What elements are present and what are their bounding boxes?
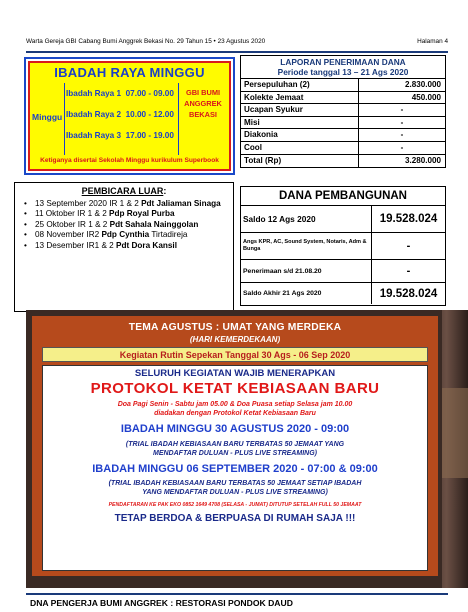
ibadah-minggu-2-note-1: (TRIAL IBADAH KEBIASAAN BARU TERBATAS 50 JEMAAT SETIAP IBADAH: [108, 480, 362, 487]
ibadah-raya-box: [24, 57, 235, 175]
page-header: [26, 38, 448, 50]
kegiatan-strip: Kegiatan Rutin Sepekan Tanggal 30 Ags - 06 Sep 2020: [42, 347, 428, 362]
pembicara-title: PEMBICARA LUAR:: [81, 186, 167, 196]
tema-title: TEMA AGUSTUS : UMAT YANG MERDEKA: [128, 322, 342, 333]
table-row: Persepuluhan (2) 2.830.000: [241, 79, 445, 92]
background-decoration-accent: [440, 388, 468, 478]
tema-subtitle: (HARI KEMERDEKAAN): [189, 335, 281, 344]
doa-line-2: diadakan dengan Protokol Ketat Kebiasaan Baru: [154, 410, 316, 417]
table-row: Angs KPR, AC, Sound System, Notaris, Adm & Bunga -: [241, 233, 445, 260]
pembicara-list: [23, 199, 231, 251]
ibadah-divider-left: [64, 83, 65, 155]
ibadah-row-3: Ibadah Raya 3 17.00 - 19.00: [66, 131, 174, 140]
tema-frame: [26, 310, 442, 588]
ibadah-minggu-1: IBADAH MINGGU 30 AGUSTUS 2020 - 09:00: [120, 423, 350, 435]
table-row: Saldo Akhir 21 Ags 2020 19.528.024: [241, 283, 445, 304]
footer-divider: [26, 593, 448, 595]
tema-banner: [32, 316, 438, 576]
list-item: • 13 September 2020 IR 1 & 2 Pdt Jaliaman Sinaga: [23, 199, 231, 209]
pendaftaran-text: PENDAFTARAN KE PAK EKO 0852 1649 4708 (SELASA - JUMAT) DITUTUP SETELAH FULL 50 JEMAAT: [108, 502, 362, 508]
ibadah-schedule: [66, 83, 176, 146]
dana-pembangunan-table: [240, 186, 446, 306]
wajib-text: SELURUH KEGIATAN WAJIB MENERAPKAN: [134, 368, 336, 379]
dana-title: DANA PEMBANGUNAN: [241, 187, 445, 206]
ibadah-minggu-1-note-1: (TRIAL IBADAH KEBIASAAN BARU TERBATAS 50 JEMAAT YANG: [125, 441, 345, 448]
ibadah-row-2: Ibadah Raya 2 10.00 - 12.00: [66, 110, 174, 119]
ibadah-minggu-2-note-2: YANG MENDAFTAR DULUAN - PLUS LIVE STREAMING): [142, 489, 328, 496]
header-divider: [26, 51, 448, 53]
table-row: Saldo 12 Ags 2020 19.528.024: [241, 206, 445, 233]
pembicara-luar-box: [14, 182, 234, 312]
table-row: Cool -: [241, 142, 445, 155]
list-item: • 13 Desember IR1 & 2 Pdt Dora Kansil: [23, 241, 231, 251]
protokol-panel: [42, 365, 428, 571]
closing-text: TETAP BERDOA & BERPUASA DI RUMAH SAJA !!!: [114, 513, 356, 524]
list-item: • 11 Oktober IR 1 & 2 Pdp Royal Purba: [23, 209, 231, 219]
table-row: Penerimaan s/d 21.08.20 -: [241, 260, 445, 283]
ibadah-minggu-2: IBADAH MINGGU 06 SEPTEMBER 2020 - 07:00 & 09:00: [92, 463, 378, 475]
table-row: Diakonia -: [241, 129, 445, 142]
ibadah-church-name: GBI BUMI ANGGREK BEKASI: [184, 88, 222, 119]
list-item: • 25 Oktober IR 1 & 2 Pdt Sahala Nainggolan: [23, 220, 231, 230]
ibadah-divider-right: [178, 83, 179, 155]
ibadah-title: IBADAH RAYA MINGGU: [54, 65, 205, 80]
table-row: Ucapan Syukur -: [241, 104, 445, 117]
laporan-header: LAPORAN PENERIMAAN DANA Periode tanggal 13 – 21 Ags 2020: [241, 56, 445, 79]
footer-text: DNA PENGERJA BUMI ANGGREK : RESTORASI PONDOK DAUD: [30, 598, 293, 608]
ibadah-row-1: Ibadah Raya 1 07.00 - 09.00: [66, 89, 174, 98]
ibadah-note: Ketiganya disertai Sekolah Minggu kurikulum Superbook: [40, 157, 219, 164]
list-item: • 08 November IR2 Pdp Cynthia Tirtadireja: [23, 230, 231, 240]
table-row: Kolekte Jemaat 450.000: [241, 92, 445, 105]
laporan-table: [240, 55, 446, 168]
ibadah-raya-panel: [28, 61, 231, 171]
ibadah-minggu-1-note-2: MENDAFTAR DULUAN - PLUS LIVE STREAMING): [153, 450, 317, 457]
table-row-total: Total (Rp) 3.280.000: [241, 155, 445, 168]
page-number: Halaman 4: [417, 38, 448, 45]
header-left: Warta Gereja GBI Cabang Bumi Anggrek Bekasi No. 29 Tahun 15 • 23 Agustus 2020: [26, 38, 266, 45]
doa-line-1: Doa Pagi Senin - Sabtu jam 05.00 & Doa Puasa setiap Selasa jam 10.00: [117, 401, 353, 408]
ibadah-day: Minggu: [32, 112, 63, 122]
protokol-heading: PROTOKOL KETAT KEBIASAAN BARU: [90, 380, 380, 397]
table-row: Misi -: [241, 117, 445, 130]
